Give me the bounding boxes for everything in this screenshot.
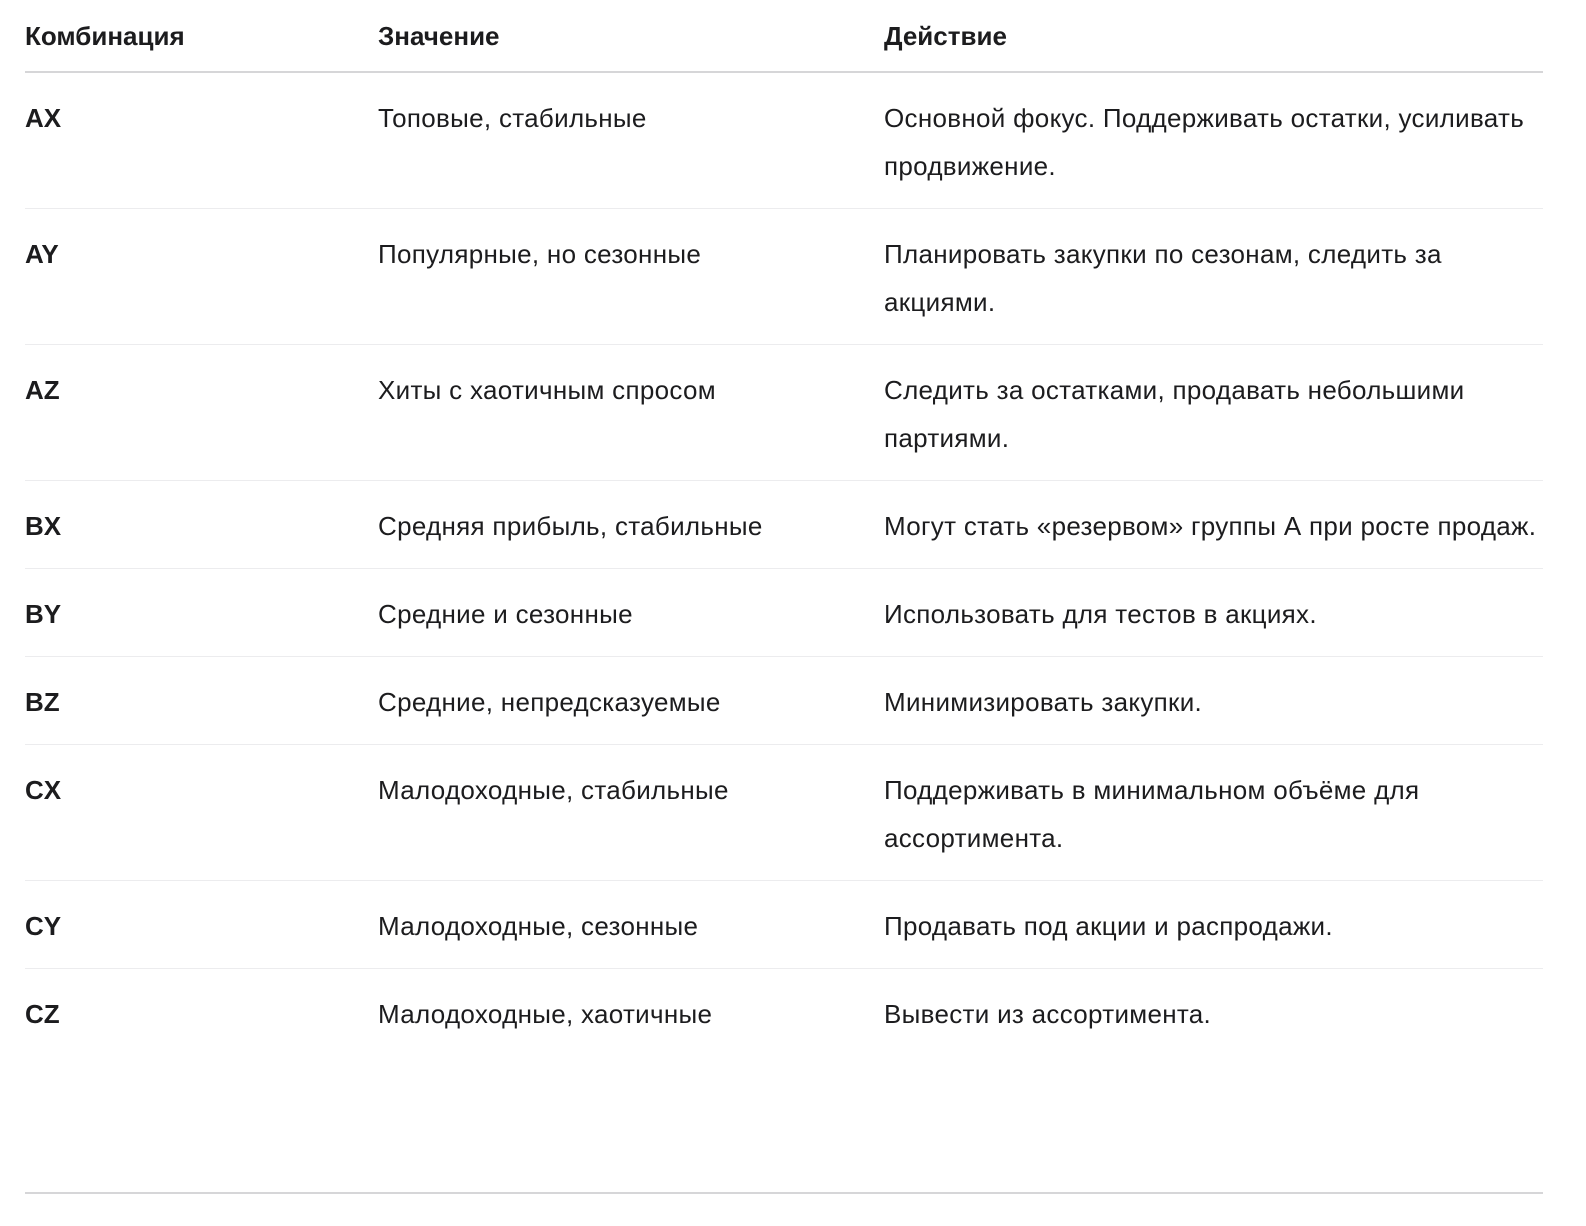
- table-row: [25, 72, 1543, 209]
- combination-cell: BZ: [25, 657, 378, 745]
- action-cell: Использовать для тестов в акциях.: [884, 569, 1543, 657]
- action-cell: Планировать закупки по сезонам, следить за акциями.: [884, 209, 1543, 345]
- combination-cell: CX: [25, 745, 378, 881]
- combination-cell: AY: [25, 209, 378, 345]
- combination-cell: BY: [25, 569, 378, 657]
- action-cell: Следить за остатками, продавать небольшими партиями.: [884, 345, 1543, 481]
- meaning-cell: Малодоходные, сезонные: [378, 881, 884, 969]
- abc-xyz-table-container: [25, 0, 1543, 1056]
- meaning-cell: Хиты с хаотичным спросом: [378, 345, 884, 481]
- column-header-meaning: Значение: [378, 0, 884, 72]
- abc-xyz-table: [25, 0, 1543, 1056]
- column-header-action: Действие: [884, 0, 1543, 72]
- table-row: [25, 481, 1543, 569]
- table-row: [25, 969, 1543, 1057]
- table-row: [25, 569, 1543, 657]
- action-cell: Продавать под акции и распродажи.: [884, 881, 1543, 969]
- table-row: [25, 345, 1543, 481]
- action-cell: Поддерживать в минимальном объёме для ассортимента.: [884, 745, 1543, 881]
- meaning-cell: Популярные, но сезонные: [378, 209, 884, 345]
- table-row: [25, 881, 1543, 969]
- meaning-cell: Средние и сезонные: [378, 569, 884, 657]
- meaning-cell: Малодоходные, стабильные: [378, 745, 884, 881]
- action-cell: Основной фокус. Поддерживать остатки, усиливать продвижение.: [884, 72, 1543, 209]
- meaning-cell: Малодоходные, хаотичные: [378, 999, 713, 1029]
- meaning-cell: Средняя прибыль, стабильные: [378, 481, 884, 569]
- column-header-combination: Комбинация: [25, 0, 378, 72]
- action-cell: Вывести из ассортимента.: [884, 999, 1212, 1029]
- meaning-cell: Топовые, стабильные: [378, 72, 884, 209]
- combination-cell: BX: [25, 481, 378, 569]
- combination-cell: CY: [25, 881, 378, 969]
- table-header-row: [25, 0, 1543, 72]
- table-row: [25, 745, 1543, 881]
- combination-cell: AZ: [25, 345, 378, 481]
- action-cell: Могут стать «резервом» группы А при росте продаж.: [884, 481, 1543, 569]
- combination-cell: AX: [25, 72, 378, 209]
- combination-cell: CZ: [25, 999, 60, 1029]
- action-cell: Минимизировать закупки.: [884, 657, 1543, 745]
- meaning-cell: Средние, непредсказуемые: [378, 657, 884, 745]
- table-row: [25, 209, 1543, 345]
- table-row: [25, 657, 1543, 745]
- bottom-divider: [25, 1192, 1543, 1194]
